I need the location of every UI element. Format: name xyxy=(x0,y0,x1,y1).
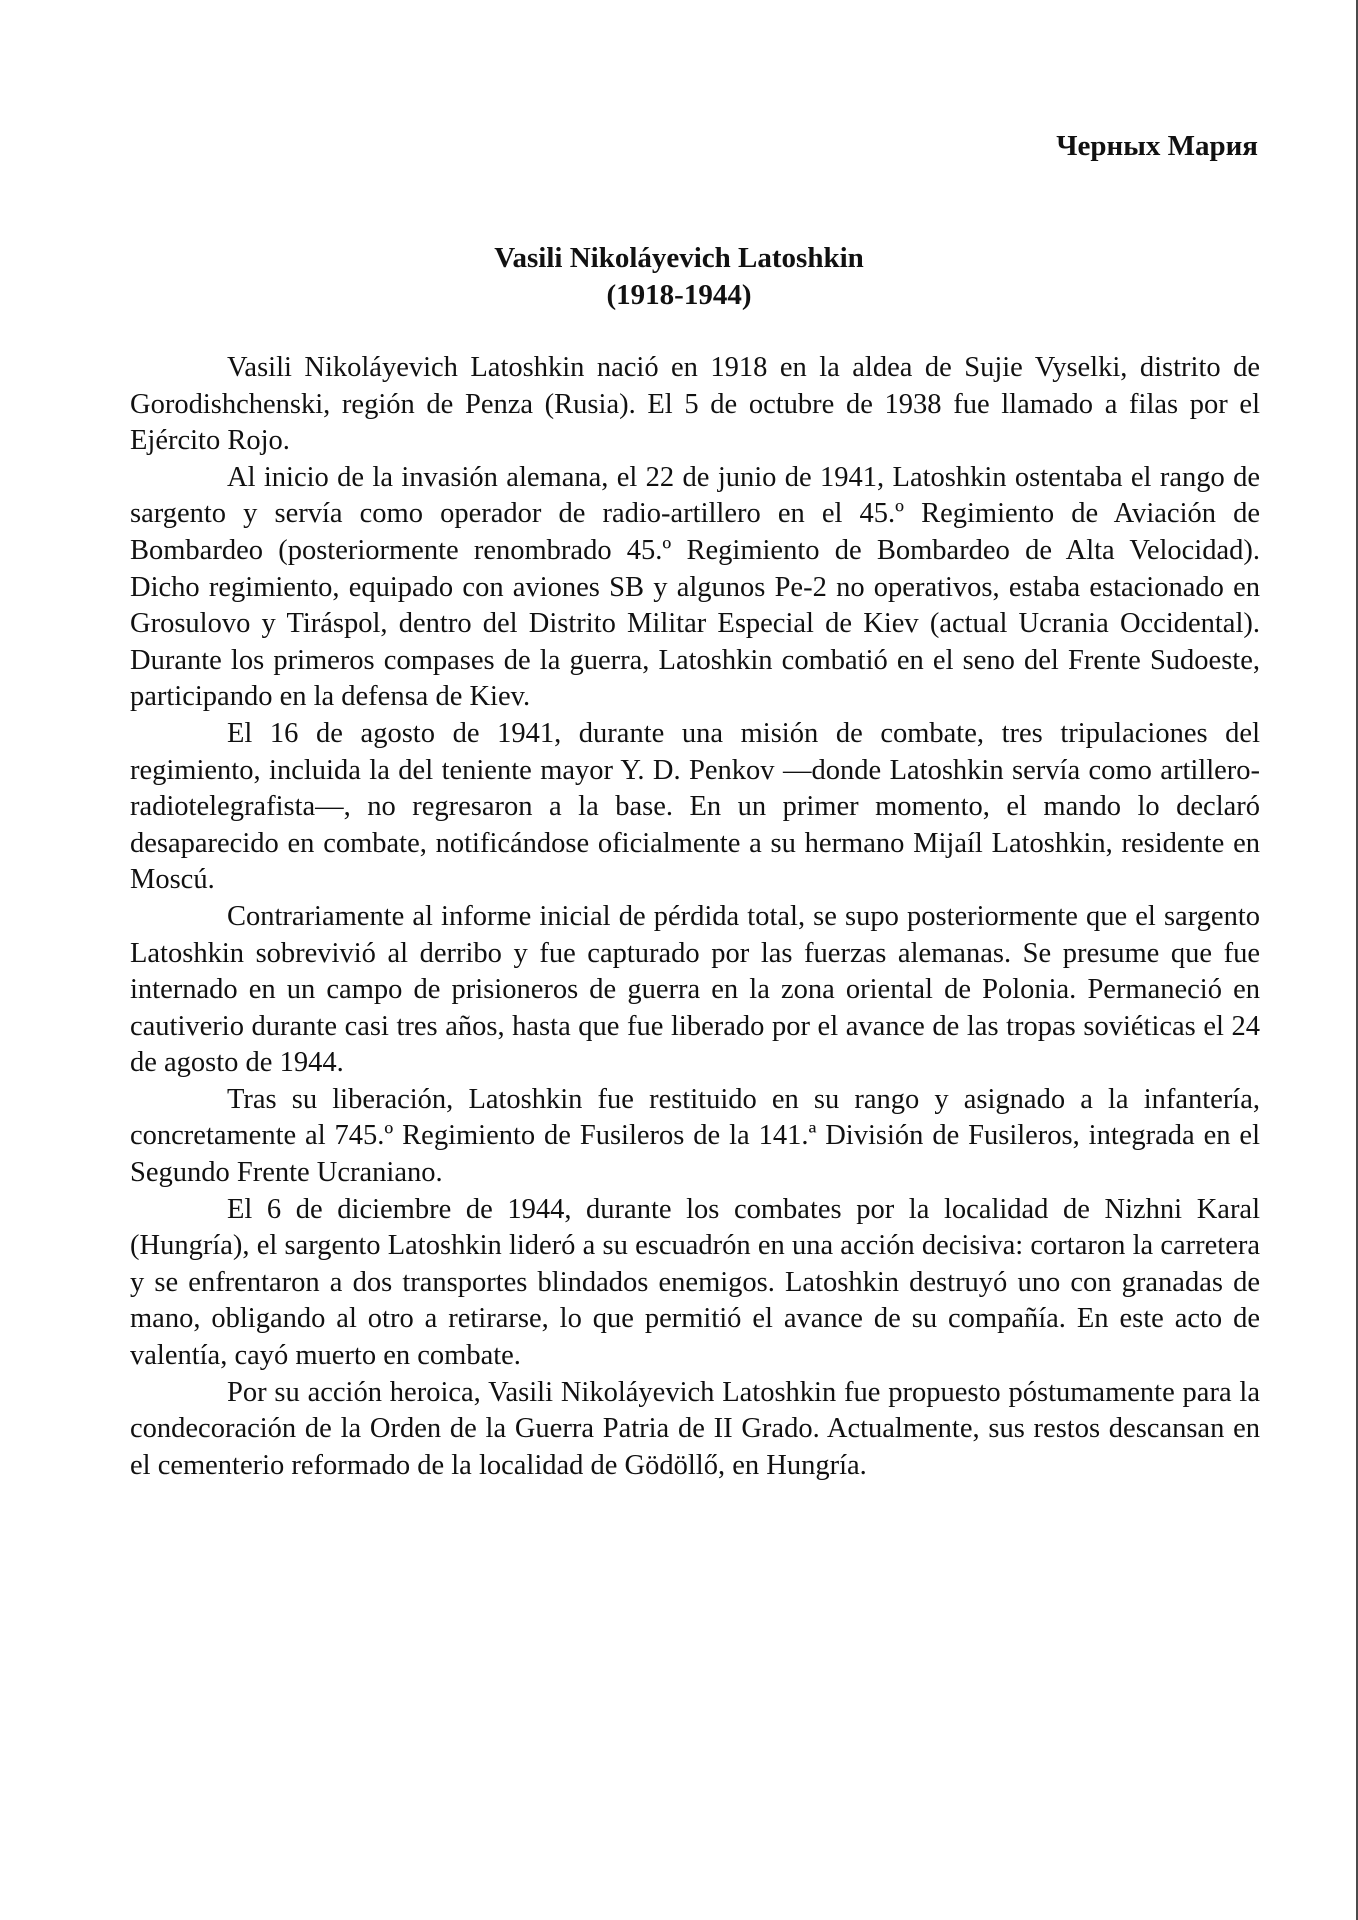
document-title xyxy=(0,240,1358,314)
title-name: Vasili Nikoláyevich Latoshkin xyxy=(494,242,864,274)
paragraph: Contrariamente al informe inicial de pérdida total, se supo posteriormente que el sargento Latoshkin sobrevivió al derribo y fue capturado por las fuerzas alemanas. Se presume que fue internado en un campo de prisioneros de guerra en la zona oriental de Polonia. Permaneció en cautiverio durante casi tres años, hasta que fue liberado por el avance de las tropas soviéticas el 24 de agosto de 1944. xyxy=(130,900,1260,1079)
paragraph: El 6 de diciembre de 1944, durante los combates por la localidad de Nizhni Karal (Hungría), el sargento Latoshkin lideró a su escuadrón en una acción decisiva: cortaron la carretera y se enfrentaron a dos transportes blindados enemigos. Latoshkin destruyó uno con granadas de mano, obligando al otro a retirarse, lo que permitió el avance de su compañía. En este acto de valentía, cayó muerto en combate. xyxy=(130,1193,1260,1372)
paragraph: Tras su liberación, Latoshkin fue restituido en su rango y asignado a la infantería, concretamente al 745.º Regimiento de Fusileros de la 141.ª División de Fusileros, integrada en el Segundo Frente Ucraniano. xyxy=(130,1083,1260,1189)
paragraph: El 16 de agosto de 1941, durante una misión de combate, tres tripulaciones del regimiento, incluida la del teniente mayor Y. D. Penkov —donde Latoshkin servía como artillero-radiotelegrafista—, no regresaron a la base. En un primer momento, el mando lo declaró desaparecido en combate, notificándose oficialmente a su hermano Mijaíl Latoshkin, residente en Moscú. xyxy=(130,717,1260,896)
paragraph: Vasili Nikoláyevich Latoshkin nació en 1918 en la aldea de Sujie Vyselki, distrito de Gorodishchenski, región de Penza (Rusia). El 5 de octubre de 1938 fue llamado a filas por el Ejército Rojo. xyxy=(130,352,1260,457)
title-years: (1918-1944) xyxy=(606,279,752,311)
author-name: Черных Мария xyxy=(1056,130,1258,162)
paragraph: Por su acción heroica, Vasili Nikoláyevich Latoshkin fue propuesto póstumamente para la condecoración de la Orden de la Guerra Patria de II Grado. Actualmente, sus restos descansan en el cementerio reformado de la localidad de Gödöllő, en Hungría. xyxy=(130,1376,1260,1481)
paragraph: Al inicio de la invasión alemana, el 22 de junio de 1941, Latoshkin ostentaba el rango de sargento y servía como operador de radio-artillero en el 45.º Regimiento de Aviación de Bombardeo (posteriormente renombrado 45.º Regimiento de Bombardeo de Alta Velocidad). Dicho regimiento, equipado con aviones SB y algunos Pe-2 no operativos, estaba estacionado en Grosulovo y Tiráspol, dentro del Distrito Militar Especial de Kiev (actual Ucrania Occidental). Durante los primeros compases de la guerra, Latoshkin combatió en el seno del Frente Sudoeste, participando en la defensa de Kiev. xyxy=(130,461,1260,713)
document-body xyxy=(130,350,1260,1484)
